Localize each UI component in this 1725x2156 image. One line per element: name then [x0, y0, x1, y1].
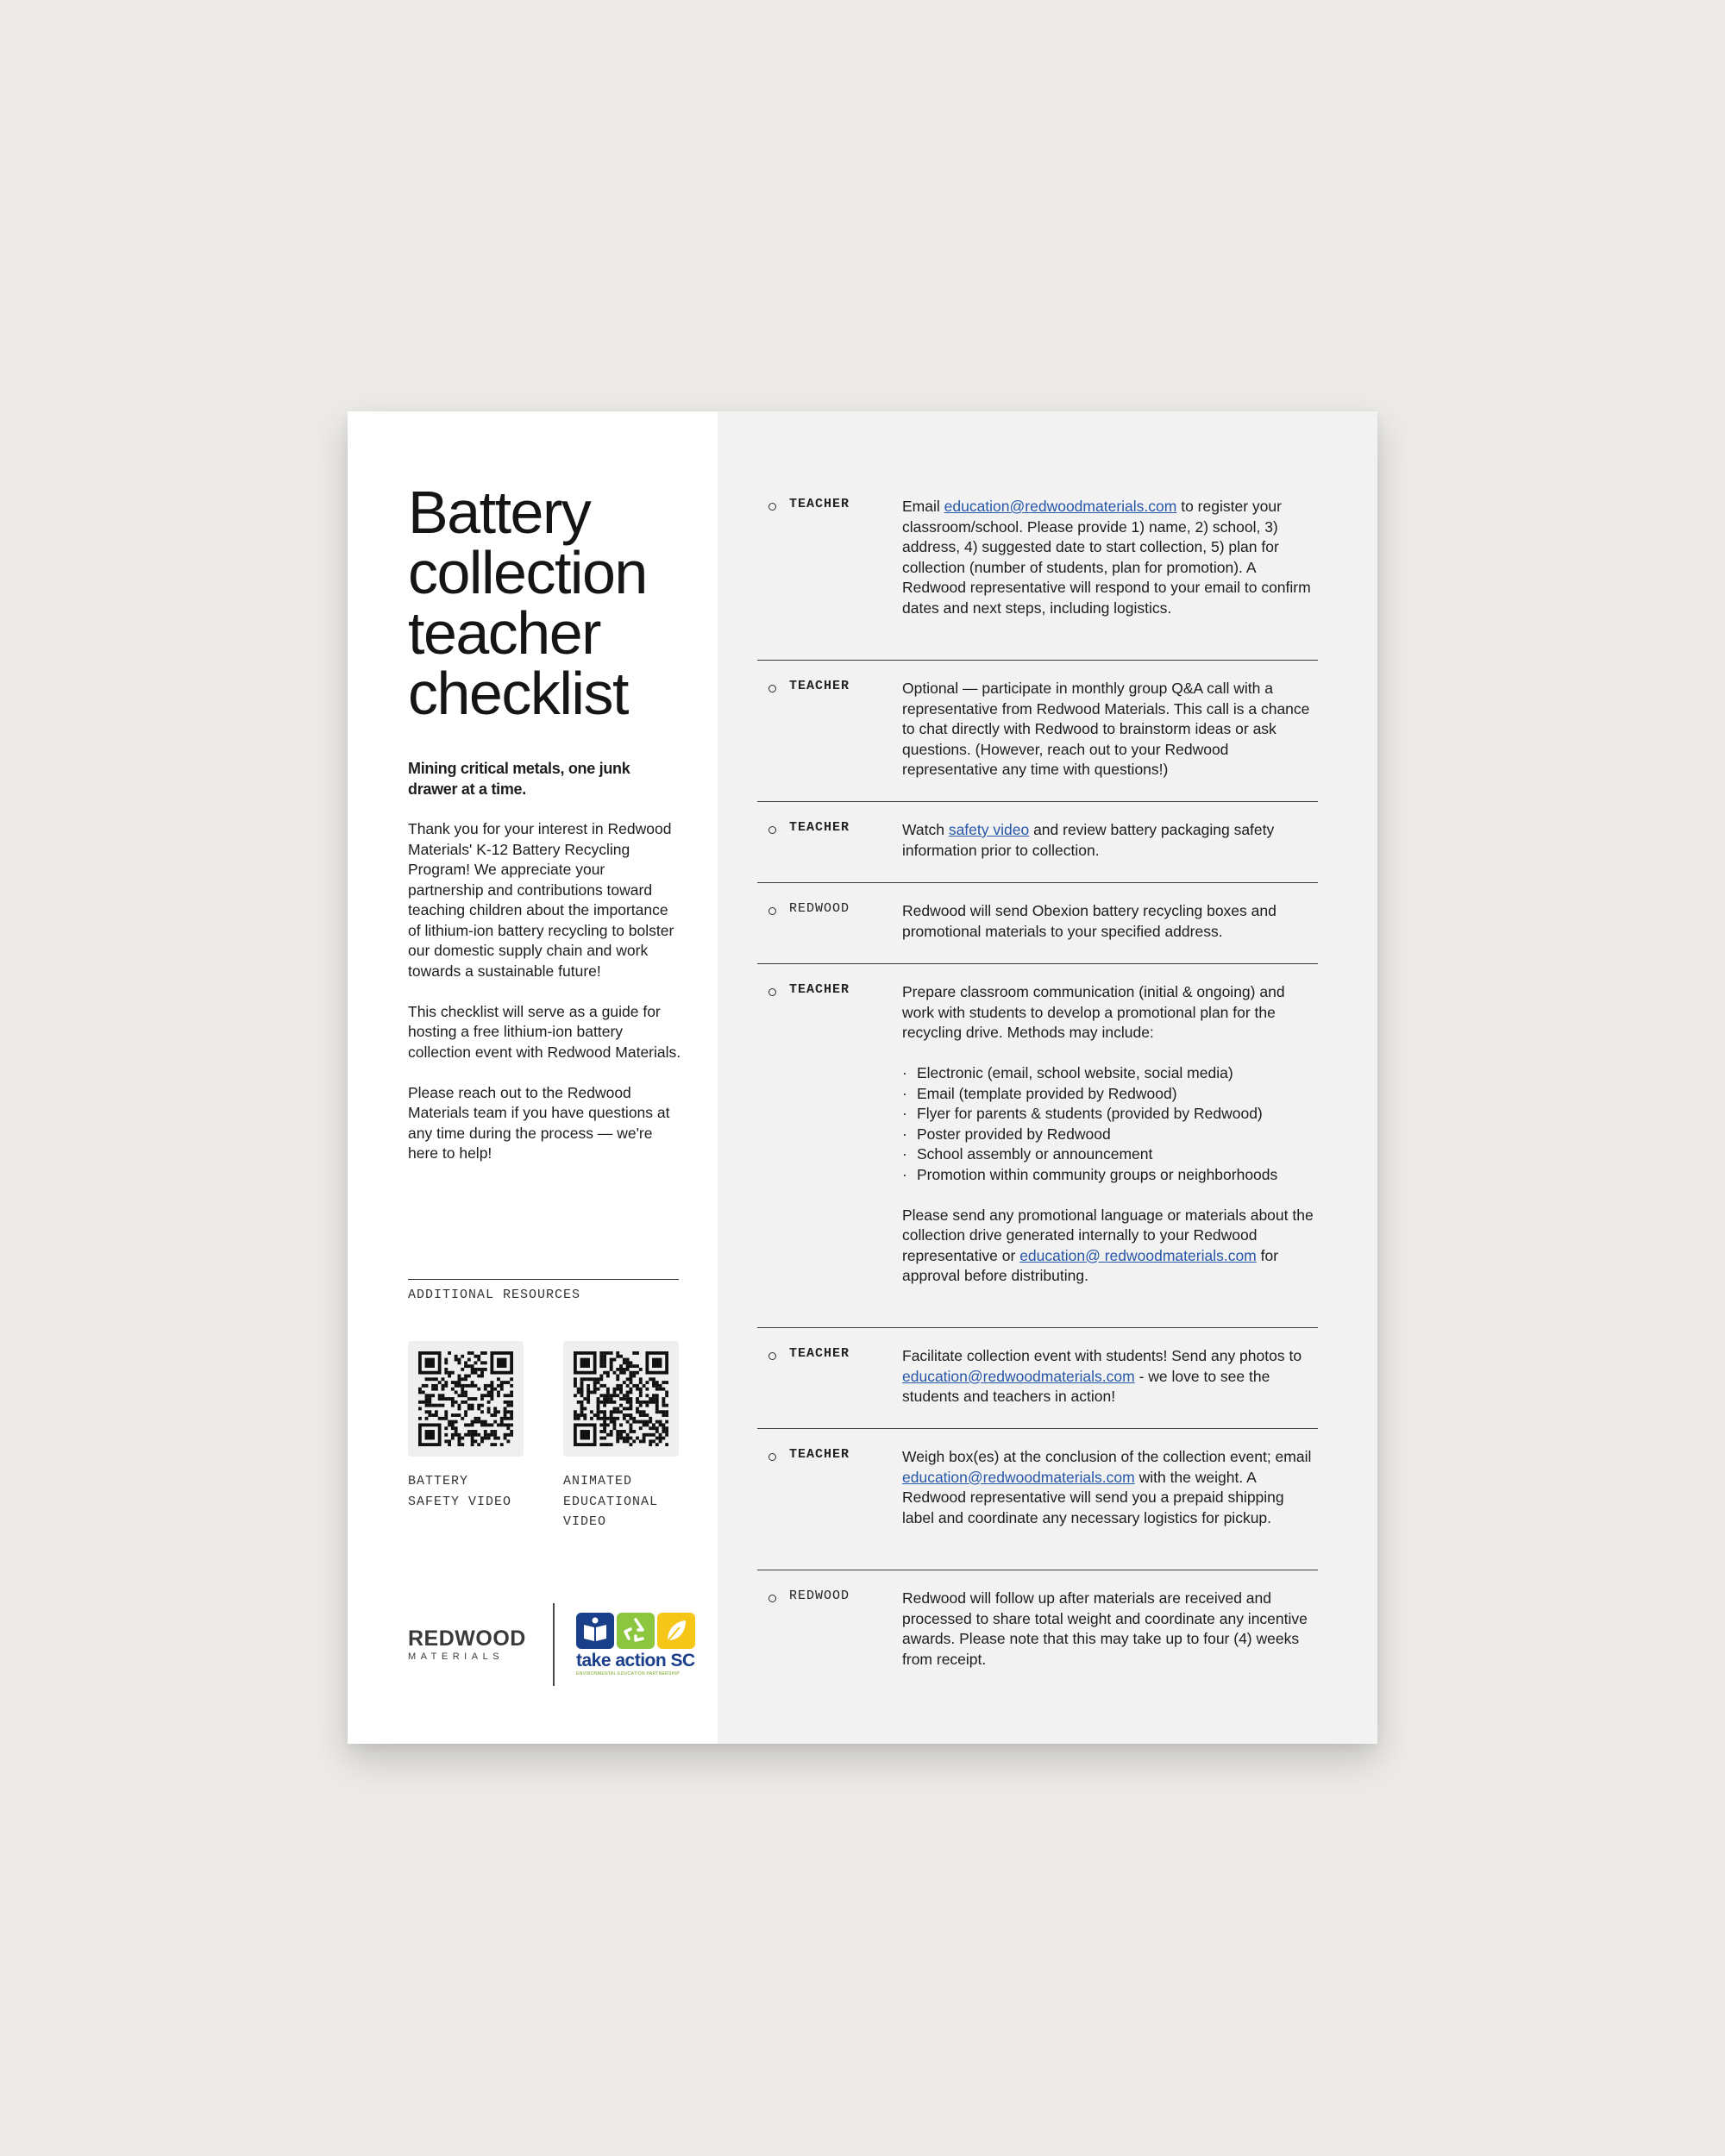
row-divider — [757, 963, 1318, 964]
redwood-materials-logo — [408, 1627, 529, 1662]
row-divider — [757, 660, 1318, 661]
tagline: Mining critical metals, one junk drawer at a time. — [408, 760, 630, 798]
role-label: TEACHER — [789, 1346, 850, 1361]
step-text — [902, 1346, 1316, 1407]
checkbox-circle-icon[interactable] — [768, 685, 776, 693]
email-link[interactable]: education@redwoodmaterials.com — [944, 498, 1177, 515]
row-divider — [757, 801, 1318, 802]
recycle-icon — [617, 1613, 655, 1649]
intro-paragraph: This checklist will serve as a guide for hosting a free lithium-ion battery collection event with Redwood Materials. — [408, 1002, 681, 1061]
step-text — [902, 497, 1316, 618]
safety-video-link[interactable]: safety video — [948, 821, 1030, 838]
role-label: TEACHER — [789, 1447, 850, 1462]
tasc-logo-sub: ENVIRONMENTAL EDUCATION PARTNERSHIP — [576, 1671, 680, 1677]
text-span: for approval before distributing. — [902, 1246, 1279, 1284]
row-divider — [757, 1327, 1318, 1328]
email-link[interactable]: education@ redwoodmaterials.com — [1019, 1246, 1257, 1264]
intro-text — [408, 819, 684, 1184]
step-text — [902, 901, 1316, 942]
text-span: Watch — [902, 821, 949, 838]
text-span: Redwood will send Obexion battery recycling boxes and promotional materials to your specified address. — [902, 902, 1276, 940]
checklist-document — [348, 411, 1377, 1744]
qr-caption-educational-video: ANIMATED EDUCATIONAL VIDEO — [563, 1474, 659, 1529]
list-item: · Electronic (email, school website, social media) — [902, 1063, 1316, 1084]
redwood-logo-word: REDWOOD — [408, 1626, 526, 1651]
intro-paragraph: Please reach out to the Redwood Materials team if you have questions at any time during the process — we're here to help! — [408, 1083, 670, 1162]
checkbox-circle-icon[interactable] — [768, 503, 776, 511]
text-span: Weigh box(es) at the conclusion of the collection event; email — [902, 1448, 1312, 1465]
text-span: to register your classroom/school. Please provide 1) name, 2) school, 3) address, 4) suggested date to start collection, 5) plan for collection (number of students, plan for promotion). A Redwood representative will respond to your email to confirm dates and next steps, including logistics. — [902, 498, 1311, 617]
role-label: TEACHER — [789, 820, 850, 835]
role-label: TEACHER — [789, 679, 850, 693]
resources-label: ADDITIONAL RESOURCES — [408, 1288, 581, 1302]
list-item: · Email (template provided by Redwood) — [902, 1084, 1316, 1105]
text-span: and review battery packaging safety information prior to collection. — [902, 821, 1275, 859]
list-item: · Promotion within community groups or neighborhoods — [902, 1165, 1316, 1186]
text-span: - we love to see the students and teachers in action! — [902, 1367, 1270, 1405]
text-span: Facilitate collection event with students! Send any photos to — [902, 1347, 1302, 1364]
qr-code-icon — [418, 1351, 513, 1446]
checkbox-circle-icon[interactable] — [768, 988, 776, 996]
qr-caption-safety-video: BATTERY SAFETY VIDEO — [408, 1474, 512, 1509]
methods-list — [902, 1063, 1316, 1185]
role-label: REDWOOD — [789, 901, 850, 916]
text-span: Please send any promotional language or materials about the collection drive generated internally to your Redwood representative or — [902, 1206, 1314, 1264]
checkbox-circle-icon[interactable] — [768, 907, 776, 915]
leaf-icon — [657, 1613, 695, 1649]
book-icon — [576, 1613, 614, 1649]
step-text — [902, 1589, 1316, 1670]
step-text — [902, 820, 1316, 861]
qr-code-icon — [574, 1351, 668, 1446]
email-link[interactable]: education@redwoodmaterials.com — [902, 1468, 1135, 1486]
step-text — [902, 982, 1316, 1287]
checkbox-circle-icon[interactable] — [768, 826, 776, 834]
row-divider — [757, 882, 1318, 883]
role-label: TEACHER — [789, 497, 850, 511]
redwood-logo-sub: MATERIALS — [408, 1651, 505, 1662]
take-action-sc-logo — [576, 1613, 706, 1677]
step-text — [902, 1447, 1316, 1528]
role-label: REDWOOD — [789, 1589, 850, 1603]
qr-code-educational-video[interactable] — [563, 1341, 679, 1457]
checkbox-circle-icon[interactable] — [768, 1453, 776, 1461]
text-span: Prepare classroom communication (initial & ongoing) and work with students to develop a promotional plan for the recycling drive. Methods may include: — [902, 983, 1285, 1041]
logo-divider — [553, 1603, 555, 1686]
email-link[interactable]: education@redwoodmaterials.com — [902, 1367, 1135, 1385]
resources-divider — [408, 1279, 679, 1280]
qr-code-safety-video[interactable] — [408, 1341, 524, 1457]
row-divider — [757, 1428, 1318, 1429]
checkbox-circle-icon[interactable] — [768, 1595, 776, 1602]
list-item: · School assembly or announcement — [902, 1144, 1316, 1165]
tasc-logo-text: take action SC — [576, 1651, 695, 1670]
text-span: with the weight. A Redwood representative will send you a prepaid shipping label and coordinate any necessary logistics for pickup. — [902, 1468, 1284, 1526]
step-text — [902, 679, 1316, 780]
text-span: Redwood will follow up after materials are received and processed to share total weight and coordinate any incentive awards. Please note that this may take up to four (4) weeks from receipt. — [902, 1589, 1308, 1668]
text-span: Optional — participate in monthly group Q&A call with a representative from Redwood Materials. This call is a chance to chat directly with Redwood to brainstorm ideas or ask questions. (However, reach out to your Redwood representative any time with questions!) — [902, 680, 1310, 778]
left-panel — [348, 411, 718, 1744]
intro-paragraph: Thank you for your interest in Redwood Materials' K-12 Battery Recycling Program! We appreciate your partnership and contributions toward teaching children about the importance of lithium-ion battery recycling to bolster our domestic supply chain and work towards a sustainable future! — [408, 820, 674, 980]
text-span: Email — [902, 498, 944, 515]
list-item: · Poster provided by Redwood — [902, 1125, 1316, 1145]
checkbox-circle-icon[interactable] — [768, 1352, 776, 1360]
list-item: · Flyer for parents & students (provided by Redwood) — [902, 1104, 1316, 1125]
document-title: Battery collection teacher checklist — [408, 479, 647, 727]
role-label: TEACHER — [789, 982, 850, 997]
checklist-panel — [718, 411, 1377, 1744]
